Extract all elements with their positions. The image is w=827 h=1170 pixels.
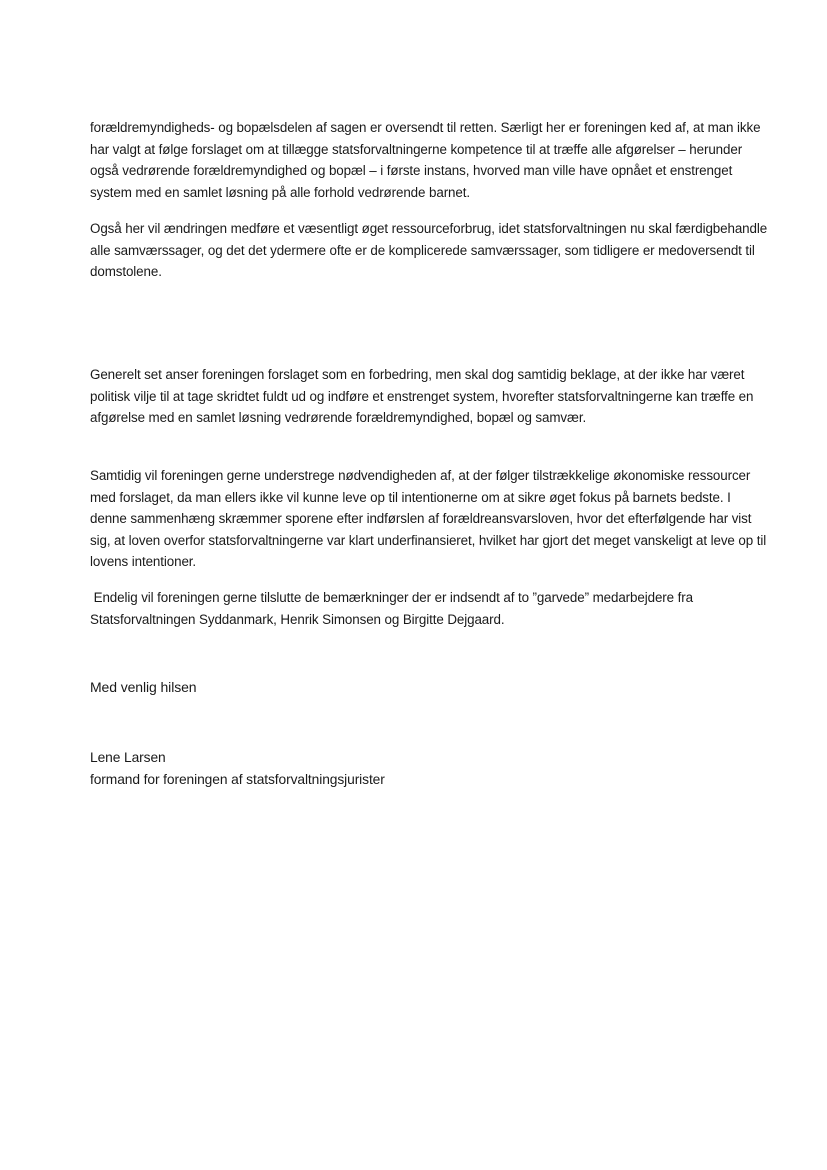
paragraph-5: Endelig vil foreningen gerne tilslutte de bemærkninger der er indsendt af to ”garvede” medarbejdere fra Statsforvaltningen Syddanmark, Henrik Simonsen og Birgitte Dejgaard. [90,590,697,627]
paragraph-3: Generelt set anser foreningen forslaget som en forbedring, men skal dog samtidig beklage, at der ikke har været politisk vilje til at tage skridtet fuldt ud og indføre et enstrenget system, hvorefter statsforvaltningerne kan træffe en afgørelse med en samlet løsning vedrørende forældremyndighed, bopæl og samvær. [90,367,754,425]
signature-name: Lene Larsen [90,750,166,765]
closing-salutation: Med venlig hilsen [90,679,197,695]
paragraph-2: Også her vil ændringen medføre et væsentligt øget ressourceforbrug, idet statsforvaltningen nu skal færdigbehandle alle samværssager, og det det ydermere ofte er de komplicerede samværssager, som tidligere er medoversendt til domstolene. [90,221,768,279]
signature-title: formand for foreningen af statsforvaltningsjurister [90,772,385,787]
paragraph-1: forældremyndigheds- og bopælsdelen af sagen er oversendt til retten. Særligt her er foreningen ked af, at man ikke har valgt at følge forslaget om at tillægge statsforvaltningerne kompetence til at træffe alle afgørelser – herunder også vedrørende forældremyndighed og bopæl – i første instans, hvorved man ville have opnået et enstrenget system med en samlet løsning på alle forhold vedrørende barnet. [90,120,761,200]
paragraph-4: Samtidig vil foreningen gerne understrege nødvendigheden af, at der følger tilstrækkelige økonomiske ressourcer med forslaget, da man ellers ikke vil kunne leve op til intentionerne om at sikre øget fokus på barnets bedste. I denne sammenhæng skræmmer sporene efter indførslen af forældreansvarsloven, hvor det efterfølgende har vist sig, at loven overfor statsforvaltningerne var klart underfinansieret, hvilket har gjort det meget vanskeligt at leve op til lovens intentioner. [90,468,767,569]
